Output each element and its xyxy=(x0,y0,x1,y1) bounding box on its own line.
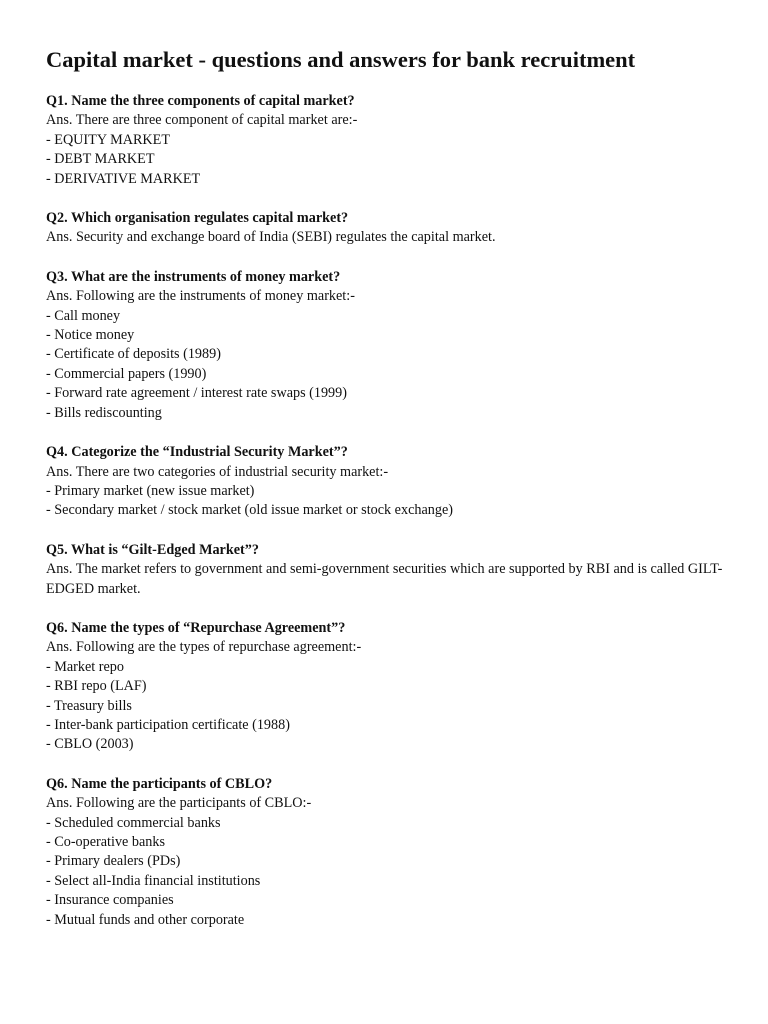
qa-block-6 xyxy=(46,619,746,755)
list-item: - DEBT MARKET xyxy=(46,151,155,168)
qa-block-1 xyxy=(46,92,746,189)
answer-1: Ans. There are three component of capital market are:- xyxy=(46,112,358,129)
list-item: - Bills rediscounting xyxy=(46,404,162,421)
question-3: Q3. What are the instruments of money market? xyxy=(46,268,341,285)
question-1: Q1. Name the three components of capital market? xyxy=(46,93,355,109)
list-item: - Secondary market / stock market (old issue market or stock exchange) xyxy=(46,502,453,519)
qa-block-7 xyxy=(46,775,746,930)
list-item: - RBI repo (LAF) xyxy=(46,678,147,695)
answer-3: Ans. Following are the instruments of money market:- xyxy=(46,288,355,305)
list-item: - Notice money xyxy=(46,327,135,344)
list-item: - Treasury bills xyxy=(46,697,132,714)
list-item: - Primary market (new issue market) xyxy=(46,482,255,499)
list-item: - Inter-bank participation certificate (1988) xyxy=(46,716,290,733)
answer-4: Ans. There are two categories of industrial security market:- xyxy=(46,463,389,480)
answer-list-4 xyxy=(46,482,746,521)
question-7: Q6. Name the participants of CBLO? xyxy=(46,775,273,792)
list-item: - Call money xyxy=(46,307,121,324)
list-item: - Market repo xyxy=(46,658,124,675)
answer-6: Ans. Following are the types of repurchase agreement:- xyxy=(46,639,362,656)
answer-7: Ans. Following are the participants of CBLO:- xyxy=(46,795,312,812)
list-item: - DERIVATIVE MARKET xyxy=(46,170,201,187)
document-page xyxy=(46,44,746,950)
list-item: - Certificate of deposits (1989) xyxy=(46,346,221,363)
list-item: - Insurance companies xyxy=(46,892,174,909)
qa-block-2 xyxy=(46,209,746,248)
qa-block-3 xyxy=(46,268,746,423)
list-item: - Forward rate agreement / interest rate swaps (1999) xyxy=(46,385,347,402)
list-item: - Select all-India financial institutions xyxy=(46,872,261,889)
list-item: - CBLO (2003) xyxy=(46,736,134,753)
list-item: - Co-operative banks xyxy=(46,834,165,850)
list-item: - Commercial papers (1990) xyxy=(46,365,207,382)
list-item: - Mutual funds and other corporate xyxy=(46,911,245,928)
question-5: Q5. What is “Gilt-Edged Market”? xyxy=(46,541,259,558)
list-item: - Primary dealers (PDs) xyxy=(46,853,181,870)
qa-block-5 xyxy=(46,541,746,599)
answer-2: Ans. Security and exchange board of India (SEBI) regulates the capital market. xyxy=(46,229,496,246)
question-6: Q6. Name the types of “Repurchase Agreement”? xyxy=(46,619,346,636)
list-item: - Scheduled commercial banks xyxy=(46,814,221,831)
qa-block-4 xyxy=(46,443,746,521)
answer-list-6 xyxy=(46,658,746,755)
answer-list-3 xyxy=(46,307,746,423)
list-item: - EQUITY MARKET xyxy=(46,131,170,148)
question-4: Q4. Categorize the “Industrial Security Market”? xyxy=(46,444,348,461)
answer-list-1 xyxy=(46,131,746,189)
answer-5: Ans. The market refers to government and semi-government securities which are supported by RBI and is called GILT-EDGED market. xyxy=(46,561,723,597)
question-2: Q2. Which organisation regulates capital market? xyxy=(46,210,349,227)
document-title: Capital market - questions and answers for bank recruitment xyxy=(46,47,636,72)
answer-list-7 xyxy=(46,814,746,930)
